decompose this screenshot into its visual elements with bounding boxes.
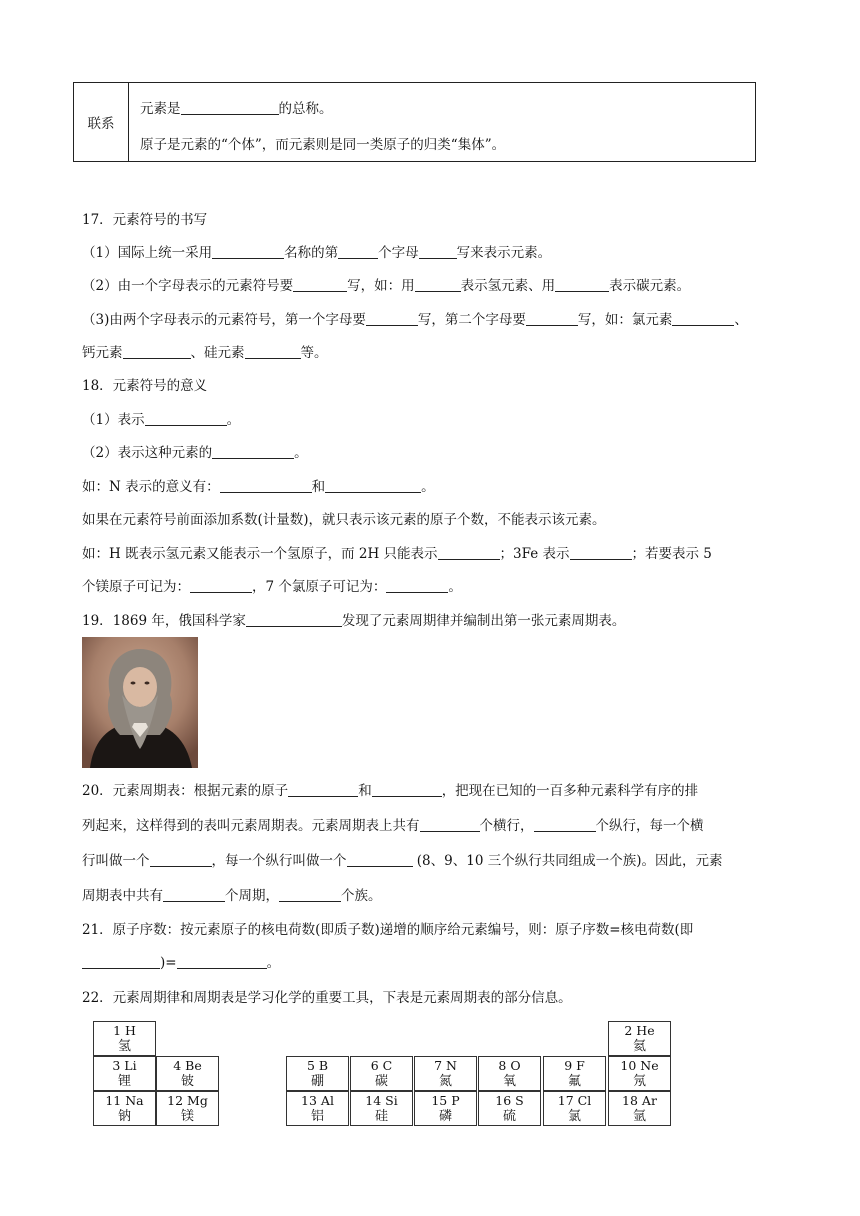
- element-cell-mg: 12 Mg 镁: [156, 1091, 219, 1126]
- fill-blank[interactable]: [82, 954, 160, 969]
- element-cell-he: 2 He 氦: [608, 1021, 671, 1056]
- fill-blank[interactable]: [181, 100, 279, 115]
- relation-table: [73, 82, 756, 162]
- fill-blank[interactable]: [555, 277, 609, 292]
- element-cell-ar: 18 Ar 氩: [608, 1091, 671, 1126]
- q17-line-1: （1）国际上统一采用 名称的第 个字母 写来表示元素。: [82, 245, 552, 261]
- q18-title: 18．元素符号的意义: [82, 378, 208, 394]
- element-cell-na: 11 Na 钠: [93, 1091, 156, 1126]
- fill-blank[interactable]: [386, 578, 448, 593]
- fill-blank[interactable]: [438, 545, 500, 560]
- q18-line-5: 如：H 既表示氢元素又能表示一个氢原子，而 2H 只能表示 ；3Fe 表示 ；若要表示 5: [82, 546, 712, 562]
- q20-line-4: 周期表中共有 个周期， 个族。: [82, 888, 382, 904]
- scientist-portrait-image: [82, 637, 198, 768]
- fill-blank[interactable]: [145, 411, 227, 426]
- fill-blank[interactable]: [570, 545, 632, 560]
- fill-blank[interactable]: [372, 782, 442, 797]
- fill-blank[interactable]: [190, 578, 252, 593]
- fill-blank[interactable]: [279, 887, 341, 902]
- fill-blank[interactable]: [288, 782, 358, 797]
- fill-blank[interactable]: [526, 311, 578, 326]
- fill-blank[interactable]: [123, 344, 191, 359]
- q21-line-2: )= 。: [82, 951, 280, 971]
- fill-blank[interactable]: [415, 277, 461, 292]
- element-cell-c: 6 C 碳: [350, 1056, 413, 1091]
- q18-line-3: 如：N 表示的意义有： 和 。: [82, 479, 435, 495]
- q21-line-1: 21．原子序数：按元素原子的核电荷数(即质子数)递增的顺序给元素编号，则：原子序数=核电荷数(即: [82, 922, 694, 938]
- q18-line-4: 如果在元素符号前面添加系数(计量数)，就只表示该元素的原子个数，不能表示该元素。: [82, 512, 606, 528]
- q18-line-6: 个镁原子可记为： ，7 个氯原子可记为： 。: [82, 579, 462, 595]
- element-cell-o: 8 O 氧: [478, 1056, 541, 1091]
- fill-blank[interactable]: [534, 817, 596, 832]
- q18-line-1: （1）表示 。: [82, 412, 241, 428]
- element-cell-be: 4 Be 铍: [156, 1056, 219, 1091]
- fill-blank[interactable]: [212, 244, 284, 259]
- fill-blank[interactable]: [347, 852, 413, 867]
- fill-blank[interactable]: [366, 311, 418, 326]
- q17-line-4: 钙元素 、硅元素 等。: [82, 345, 328, 361]
- element-cell-cl: 17 Cl 氯: [543, 1091, 606, 1126]
- q19-line-1: 19．1869 年，俄国科学家 发现了元素周期律并编制出第一张元素周期表。: [82, 613, 626, 629]
- q20-line-1: 20．元素周期表：根据元素的原子 和 ，把现在已知的一百多种元素科学有序的排: [82, 783, 699, 799]
- fill-blank[interactable]: [150, 852, 212, 867]
- fill-blank[interactable]: [245, 344, 301, 359]
- fill-blank[interactable]: [212, 444, 294, 459]
- relation-label: 联系: [74, 83, 129, 161]
- q17-line-2: （2）由一个字母表示的元素符号要 写，如：用 表示氢元素、用 表示碳元素。: [82, 278, 691, 294]
- element-cell-li: 3 Li 锂: [93, 1056, 156, 1091]
- fill-blank[interactable]: [177, 954, 267, 969]
- fill-blank[interactable]: [163, 887, 225, 902]
- fill-blank[interactable]: [220, 478, 312, 493]
- element-cell-h: 1 H 氢: [93, 1021, 156, 1056]
- fill-blank[interactable]: [420, 817, 480, 832]
- element-cell-ne: 10 Ne 氖: [608, 1056, 671, 1091]
- element-cell-b: 5 B 硼: [286, 1056, 349, 1091]
- fill-blank[interactable]: [293, 277, 347, 292]
- element-cell-s: 16 S 硫: [478, 1091, 541, 1126]
- element-cell-al: 13 Al 铝: [286, 1091, 349, 1126]
- relation-line-2: 原子是元素的“个体”，而元素则是同一类原子的归类“集体”。: [140, 137, 506, 153]
- fill-blank[interactable]: [419, 244, 457, 259]
- q17-line-3: （3)由两个字母表示的元素符号，第一个字母要 写，第二个字母要 写，如：氯元素 、: [82, 312, 748, 328]
- element-cell-f: 9 F 氟: [543, 1056, 606, 1091]
- q18-line-2: （2）表示这种元素的 。: [82, 445, 308, 461]
- fill-blank[interactable]: [338, 244, 378, 259]
- q20-line-3: 行叫做一个 ，每一个纵行叫做一个 (8、9、10 三个纵行共同组成一个族)。因此，元素: [82, 853, 723, 869]
- fill-blank[interactable]: [325, 478, 421, 493]
- relation-line-1: 元素是 的总称。: [140, 101, 333, 117]
- element-cell-si: 14 Si 硅: [350, 1091, 413, 1126]
- fill-blank[interactable]: [246, 612, 342, 627]
- element-cell-p: 15 P 磷: [414, 1091, 477, 1126]
- q20-line-2: 列起来，这样得到的表叫元素周期表。元素周期表上共有 个横行， 个纵行，每一个横: [82, 818, 704, 834]
- q22-line-1: 22．元素周期律和周期表是学习化学的重要工具，下表是元素周期表的部分信息。: [82, 990, 572, 1006]
- q17-title: 17．元素符号的书写: [82, 212, 208, 228]
- periodic-table-fragment: [93, 1021, 671, 1127]
- element-cell-n: 7 N 氮: [414, 1056, 477, 1091]
- fill-blank[interactable]: [672, 311, 734, 326]
